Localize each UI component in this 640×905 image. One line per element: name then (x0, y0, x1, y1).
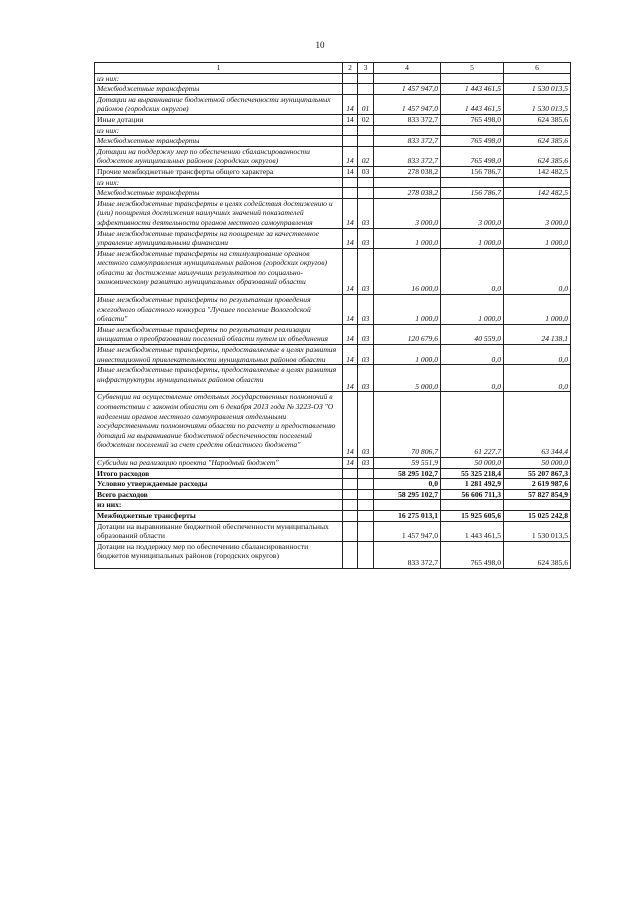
table-row (95, 489, 571, 500)
amount-col-6 (504, 500, 571, 511)
section-code: 14 (343, 248, 358, 294)
amount-col-6: 624 385,6 (504, 114, 571, 125)
table-row (95, 146, 571, 166)
amount-col-6: 2 619 987,6 (504, 479, 571, 490)
amount-col-5 (441, 125, 504, 136)
section-code (343, 510, 358, 521)
amount-col-6: 57 827 854,9 (504, 489, 571, 500)
amount-col-6: 1 530 013,5 (504, 94, 571, 114)
row-label: Дотации на выравнивание бюджетной обеспеченности муниципальных образований области (95, 521, 343, 541)
amount-col-5: 1 000,0 (441, 228, 504, 248)
amount-col-5: 0,0 (441, 365, 504, 392)
amount-col-5: 765 498,0 (441, 136, 504, 147)
amount-col-4 (374, 73, 441, 84)
amount-col-5: 156 786,7 (441, 166, 504, 177)
amount-col-4: 70 806,7 (374, 392, 441, 458)
table-row (95, 198, 571, 228)
table-row (95, 166, 571, 177)
section-code (343, 84, 358, 95)
amount-col-6: 50 000,0 (504, 457, 571, 468)
column-number: 5 (441, 63, 504, 74)
subsection-code: 03 (358, 324, 374, 344)
amount-col-5: 0,0 (441, 248, 504, 294)
subsection-code: 03 (358, 365, 374, 392)
subsection-code (358, 479, 374, 490)
amount-col-4: 0,0 (374, 479, 441, 490)
section-code: 14 (343, 198, 358, 228)
row-label: Межбюджетные трансферты (95, 188, 343, 199)
row-label: Дотации на поддержку мер по обеспечению сбалансированности бюджетов муниципальных районов (городских округов) (95, 541, 343, 568)
table-row (95, 295, 571, 325)
amount-col-4 (374, 177, 441, 188)
table-row (95, 392, 571, 458)
section-code: 14 (343, 166, 358, 177)
amount-col-6: 63 344,4 (504, 392, 571, 458)
amount-col-5: 1 281 492,9 (441, 479, 504, 490)
amount-col-4: 1 457 947,0 (374, 521, 441, 541)
amount-col-4: 278 038,2 (374, 188, 441, 199)
amount-col-4: 833 372,7 (374, 146, 441, 166)
row-label: Всего расходов (95, 489, 343, 500)
section-code (343, 489, 358, 500)
table-row (95, 125, 571, 136)
column-number-row (95, 63, 571, 74)
subsection-code: 02 (358, 114, 374, 125)
row-label: Дотации на выравнивание бюджетной обеспеченности муниципальных районов (городских округов) (95, 94, 343, 114)
section-code: 14 (343, 392, 358, 458)
row-label: Прочие межбюджетные трансферты общего характера (95, 166, 343, 177)
table-row (95, 457, 571, 468)
subsection-code: 03 (358, 166, 374, 177)
amount-col-6: 1 530 013,5 (504, 521, 571, 541)
column-number: 6 (504, 63, 571, 74)
amount-col-5: 765 498,0 (441, 114, 504, 125)
amount-col-5: 61 227,7 (441, 392, 504, 458)
column-number: 3 (358, 63, 374, 74)
section-code (343, 125, 358, 136)
row-label: из них: (95, 73, 343, 84)
row-label: Иные межбюджетные трансферты, предоставляемые в целях развития инвестиционной привлекательности муниципальных районов области (95, 345, 343, 365)
subsection-code: 03 (358, 345, 374, 365)
section-code: 14 (343, 345, 358, 365)
section-code (343, 177, 358, 188)
row-label: Межбюджетные трансферты (95, 84, 343, 95)
table-row (95, 248, 571, 294)
amount-col-6: 624 385,6 (504, 541, 571, 568)
subsection-code (358, 541, 374, 568)
page-number: 10 (315, 40, 325, 50)
amount-col-5: 3 000,0 (441, 198, 504, 228)
section-code: 14 (343, 295, 358, 325)
subsection-code (358, 125, 374, 136)
row-label: Субсидии на реализацию проекта "Народный бюджет" (95, 457, 343, 468)
amount-col-4: 833 372,7 (374, 541, 441, 568)
amount-col-6: 55 207 867,3 (504, 468, 571, 479)
section-code (343, 136, 358, 147)
section-code (343, 188, 358, 199)
table-row (95, 345, 571, 365)
table-row (95, 188, 571, 199)
subsection-code: 03 (358, 228, 374, 248)
amount-col-4: 58 295 102,7 (374, 489, 441, 500)
amount-col-4: 3 000,0 (374, 198, 441, 228)
amount-col-6: 624 385,6 (504, 136, 571, 147)
amount-col-5: 50 000,0 (441, 457, 504, 468)
column-number: 1 (95, 63, 343, 74)
subsection-code (358, 84, 374, 95)
amount-col-5: 765 498,0 (441, 146, 504, 166)
table-row (95, 521, 571, 541)
amount-col-4: 1 000,0 (374, 228, 441, 248)
amount-col-6: 24 138,1 (504, 324, 571, 344)
row-label: Иные межбюджетные трансферты на поощрение за качественное управление муниципальными финансами (95, 228, 343, 248)
amount-col-5 (441, 177, 504, 188)
section-code (343, 468, 358, 479)
section-code: 14 (343, 146, 358, 166)
amount-col-6 (504, 177, 571, 188)
row-label: Иные межбюджетные трансферты на стимулирование органов местного самоуправления муниципальных районов (городских округов) области за достижение наилучших результатов по социально-экономическому развитию муниципальных образований области (95, 248, 343, 294)
amount-col-4: 833 372,7 (374, 136, 441, 147)
row-label: Межбюджетные трансферты (95, 136, 343, 147)
amount-col-6: 0,0 (504, 248, 571, 294)
amount-col-4: 58 295 102,7 (374, 468, 441, 479)
row-label: Дотации на поддержку мер по обеспечению сбалансированности бюджетов муниципальных районов (городских округов) (95, 146, 343, 166)
row-label: Иные дотации (95, 114, 343, 125)
subsection-code (358, 521, 374, 541)
amount-col-6: 0,0 (504, 345, 571, 365)
amount-col-5: 156 786,7 (441, 188, 504, 199)
table-row (95, 510, 571, 521)
table-row (95, 84, 571, 95)
column-number: 2 (343, 63, 358, 74)
amount-col-5: 1 000,0 (441, 295, 504, 325)
amount-col-5 (441, 73, 504, 84)
subsection-code: 03 (358, 198, 374, 228)
amount-col-5: 15 925 605,6 (441, 510, 504, 521)
amount-col-6: 1 530 013,5 (504, 84, 571, 95)
table-row (95, 136, 571, 147)
row-label: Условно утверждаемые расходы (95, 479, 343, 490)
subsection-code: 01 (358, 94, 374, 114)
table-row (95, 228, 571, 248)
amount-col-5: 55 325 218,4 (441, 468, 504, 479)
row-label: Субвенции на осуществление отдельных государственных полномочий в соответствии с законом области от 6 декабря 2013 года № 3223-ОЗ "О наделении органов местного самоуправления отдельными государственными полномочиями области по расчету и предоставлению дотаций на выравнивание бюджетной обеспеченности поселений бюджетам поселений за счет средств областного бюджета" (95, 392, 343, 458)
amount-col-5: 1 443 461,5 (441, 521, 504, 541)
subsection-code (358, 136, 374, 147)
amount-col-5: 1 443 461,5 (441, 84, 504, 95)
subsection-code: 03 (358, 248, 374, 294)
column-number: 4 (374, 63, 441, 74)
section-code (343, 500, 358, 511)
section-code (343, 541, 358, 568)
subsection-code (358, 510, 374, 521)
amount-col-4: 1 457 947,0 (374, 84, 441, 95)
amount-col-4 (374, 125, 441, 136)
subsection-code (358, 177, 374, 188)
row-label: из них: (95, 125, 343, 136)
row-label: из них: (95, 500, 343, 511)
amount-col-6: 624 385,6 (504, 146, 571, 166)
amount-col-4: 59 551,9 (374, 457, 441, 468)
section-code: 14 (343, 365, 358, 392)
section-code: 14 (343, 324, 358, 344)
amount-col-5: 40 559,0 (441, 324, 504, 344)
table-row (95, 94, 571, 114)
subsection-code (358, 73, 374, 84)
amount-col-5: 0,0 (441, 345, 504, 365)
row-label: из них: (95, 177, 343, 188)
table-row (95, 365, 571, 392)
section-code (343, 521, 358, 541)
amount-col-6: 142 482,5 (504, 188, 571, 199)
amount-col-4: 120 679,6 (374, 324, 441, 344)
amount-col-6: 1 000,0 (504, 228, 571, 248)
row-label: Иные межбюджетные трансферты в целях содействия достижению и (или) поощрения достижения наилучших значений показателей эффективности деятельности органов местного самоуправления (95, 198, 343, 228)
section-code: 14 (343, 228, 358, 248)
amount-col-6: 15 025 242,8 (504, 510, 571, 521)
table-row (95, 500, 571, 511)
section-code (343, 479, 358, 490)
subsection-code (358, 489, 374, 500)
subsection-code (358, 500, 374, 511)
amount-col-5: 765 498,0 (441, 541, 504, 568)
row-label: Иные межбюджетные трансферты по результатам проведения ежегодного областного конкурса "Лучшее поселение Вологодской области" (95, 295, 343, 325)
amount-col-4: 5 000,0 (374, 365, 441, 392)
amount-col-4: 1 000,0 (374, 295, 441, 325)
amount-col-6 (504, 125, 571, 136)
row-label: Итого расходов (95, 468, 343, 479)
amount-col-6 (504, 73, 571, 84)
section-code (343, 73, 358, 84)
amount-col-6: 3 000,0 (504, 198, 571, 228)
subsection-code: 03 (358, 457, 374, 468)
amount-col-4 (374, 500, 441, 511)
amount-col-5: 56 606 711,3 (441, 489, 504, 500)
table-row (95, 468, 571, 479)
row-label: Иные межбюджетные трансферты, предоставляемые в целях развития инфраструктуры муниципальных районов области (95, 365, 343, 392)
table-row (95, 479, 571, 490)
subsection-code: 03 (358, 392, 374, 458)
subsection-code: 03 (358, 295, 374, 325)
subsection-code (358, 188, 374, 199)
section-code: 14 (343, 94, 358, 114)
amount-col-5 (441, 500, 504, 511)
amount-col-6: 1 000,0 (504, 295, 571, 325)
section-code: 14 (343, 457, 358, 468)
table-row (95, 324, 571, 344)
amount-col-4: 278 038,2 (374, 166, 441, 177)
table-row (95, 541, 571, 568)
table-row (95, 73, 571, 84)
amount-col-4: 1 000,0 (374, 345, 441, 365)
row-label: Иные межбюджетные трансферты по результатам реализации инициатив о преобразовании поселений области путем их объединения (95, 324, 343, 344)
budget-table (94, 62, 571, 569)
amount-col-4: 1 457 947,0 (374, 94, 441, 114)
table-row (95, 114, 571, 125)
amount-col-6: 0,0 (504, 365, 571, 392)
subsection-code: 02 (358, 146, 374, 166)
amount-col-6: 142 482,5 (504, 166, 571, 177)
amount-col-4: 16 000,0 (374, 248, 441, 294)
row-label: Межбюджетные трансферты (95, 510, 343, 521)
table-row (95, 177, 571, 188)
amount-col-4: 833 372,7 (374, 114, 441, 125)
amount-col-5: 1 443 461,5 (441, 94, 504, 114)
subsection-code (358, 468, 374, 479)
section-code: 14 (343, 114, 358, 125)
amount-col-4: 16 275 013,1 (374, 510, 441, 521)
